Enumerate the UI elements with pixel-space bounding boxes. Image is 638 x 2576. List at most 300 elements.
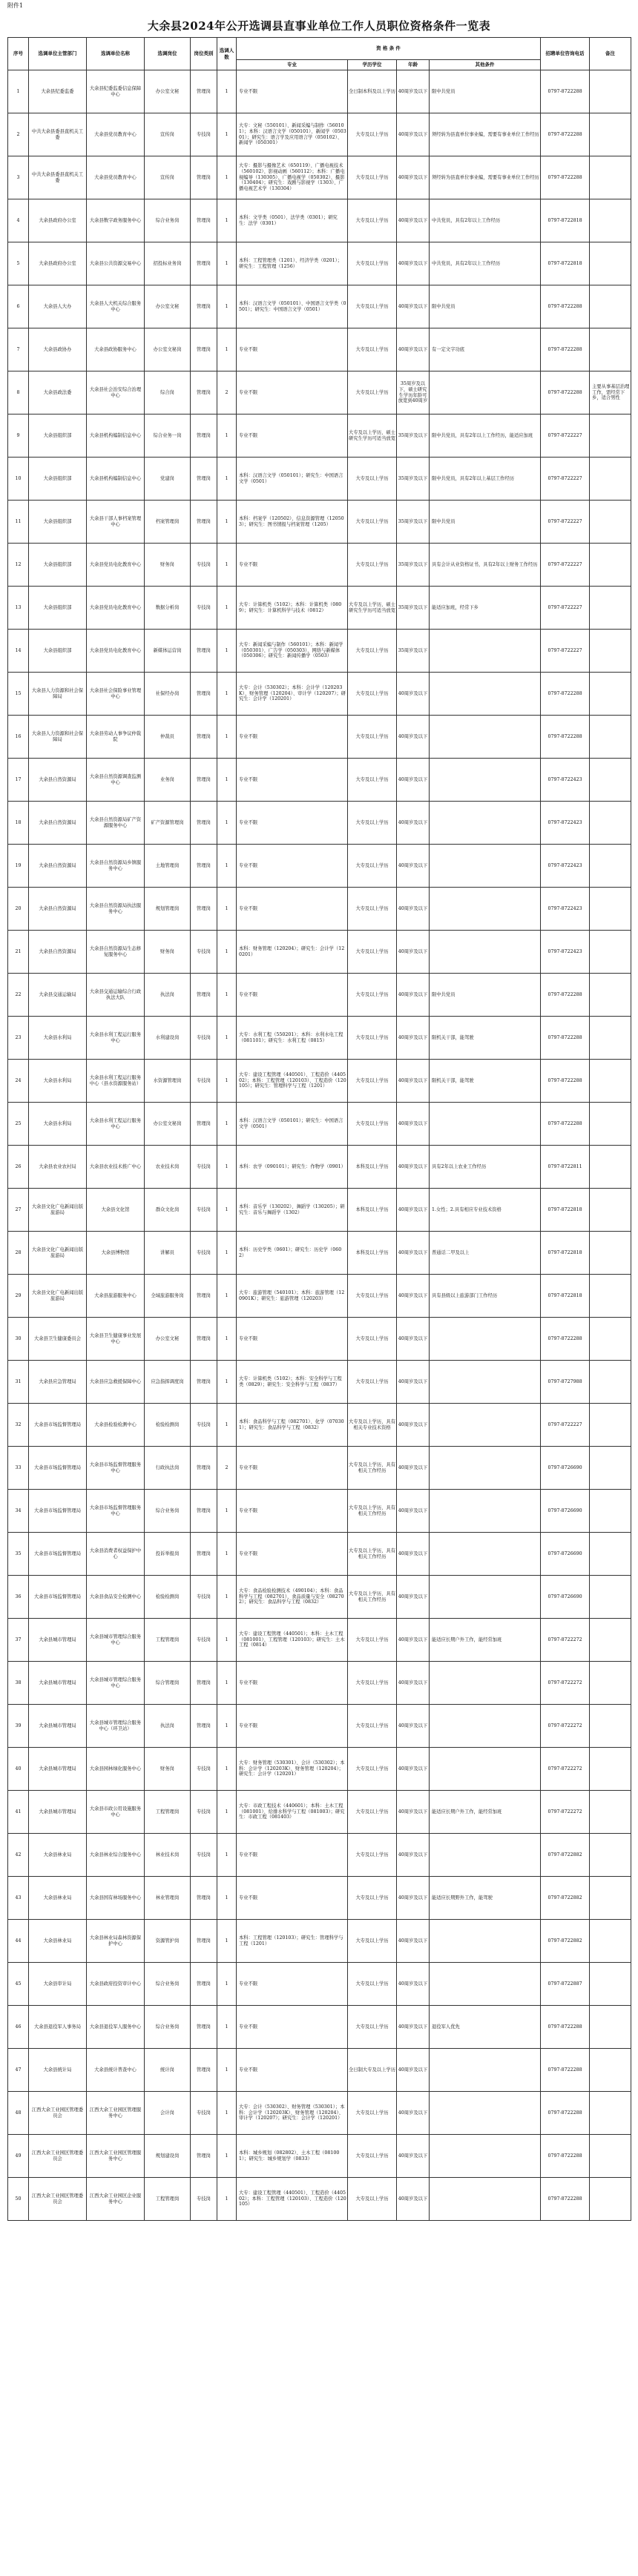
cell-position: 新媒体运营岗	[145, 630, 191, 673]
cell-other	[430, 1533, 541, 1576]
cell-count: 1	[217, 156, 237, 199]
cell-seq: 18	[8, 802, 29, 845]
cell-remark	[590, 113, 631, 156]
table-row	[8, 931, 631, 974]
cell-unit: 大余县水利工程运行服务中心	[87, 1017, 145, 1060]
cell-phone: 0797-8722227	[541, 544, 590, 587]
cell-major: 大专：会计（530302）；本科：会计学（120203K）、财务管理（120204）、审计学（120207）；研究生：会计学（120201）	[237, 673, 348, 716]
cell-count: 1	[217, 1791, 237, 1834]
cell-dept: 大余县政协办	[29, 328, 87, 371]
cell-major: 专业不限	[237, 974, 348, 1017]
cell-dept: 大余县文化广电新闻出版旅游局	[29, 1232, 87, 1275]
cell-count: 1	[217, 328, 237, 371]
cell-remark	[590, 1189, 631, 1232]
cell-dept: 大余县政府办公室	[29, 199, 87, 242]
cell-phone: 0797-8722288	[541, 2049, 590, 2092]
header-major: 专业	[237, 60, 348, 70]
cell-count: 1	[217, 2092, 237, 2135]
cell-position: 宣传岗	[145, 113, 191, 156]
cell-dept: 大余县文化广电新闻出版旅游局	[29, 1189, 87, 1232]
cell-dept: 大余县市场监督管理局	[29, 1447, 87, 1490]
cell-count: 1	[217, 1189, 237, 1232]
cell-age: 40周岁及以下	[397, 1361, 430, 1404]
cell-position: 办公室文秘	[145, 1318, 191, 1361]
cell-seq: 5	[8, 242, 29, 285]
cell-age: 40周岁及以下	[397, 1748, 430, 1791]
cell-count: 1	[217, 70, 237, 113]
cell-unit: 大余县人大机关综合服务中心	[87, 285, 145, 328]
table-row	[8, 1447, 631, 1490]
cell-dept: 大余县市场监督管理局	[29, 1533, 87, 1576]
cell-major: 专业不限	[237, 888, 348, 931]
cell-edu: 大专及以上学历	[348, 2092, 397, 2135]
cell-phone: 0797-8722882	[541, 1877, 590, 1920]
table-row	[8, 415, 631, 458]
cell-position: 矿产资源管理岗	[145, 802, 191, 845]
cell-position: 综合业务岗	[145, 2006, 191, 2049]
cell-age: 40周岁及以下	[397, 1662, 430, 1705]
cell-seq: 35	[8, 1533, 29, 1576]
cell-seq: 13	[8, 587, 29, 630]
cell-ptype: 专技岗	[191, 544, 217, 587]
cell-unit: 大余县林业局森林资源保护中心	[87, 1920, 145, 1963]
cell-count: 1	[217, 458, 237, 501]
cell-count: 1	[217, 1920, 237, 1963]
cell-ptype: 管理岗	[191, 1490, 217, 1533]
cell-unit: 大余县政协服务中心	[87, 328, 145, 371]
cell-major: 本科：档案学（120502）、信息资源管理（120503）；研究生：图书情报与档案管理（1205）	[237, 501, 348, 544]
cell-other	[430, 1920, 541, 1963]
cell-dept: 大余县审计局	[29, 1963, 87, 2006]
cell-remark	[590, 1920, 631, 1963]
cell-position: 综合业务岗	[145, 199, 191, 242]
cell-position: 林业管理岗	[145, 1877, 191, 1920]
cell-dept: 大余县自然资源局	[29, 759, 87, 802]
cell-major: 专业不限	[237, 845, 348, 888]
cell-count: 1	[217, 1662, 237, 1705]
table-row	[8, 1877, 631, 1920]
cell-count: 1	[217, 1404, 237, 1447]
cell-major: 专业不限	[237, 1447, 348, 1490]
cell-other: 1.女性；2.具有相应专业技术资格	[430, 1189, 541, 1232]
cell-edu: 大专及以上学历	[348, 1791, 397, 1834]
cell-other	[430, 673, 541, 716]
cell-remark	[590, 2135, 631, 2178]
table-row	[8, 630, 631, 673]
cell-dept: 大余县自然资源局	[29, 931, 87, 974]
cell-other	[430, 802, 541, 845]
cell-seq: 9	[8, 415, 29, 458]
cell-age: 40周岁及以下	[397, 1963, 430, 2006]
cell-count: 1	[217, 1619, 237, 1662]
cell-major: 专业不限	[237, 1662, 348, 1705]
cell-ptype: 管理岗	[191, 1877, 217, 1920]
cell-age: 40周岁及以下	[397, 888, 430, 931]
cell-dept: 大余县自然资源局	[29, 845, 87, 888]
cell-unit: 大余县数字政务服务中心	[87, 199, 145, 242]
table-row	[8, 285, 631, 328]
cell-count: 1	[217, 113, 237, 156]
cell-seq: 28	[8, 1232, 29, 1275]
cell-unit: 大余县自然资源局生态修复服务中心	[87, 931, 145, 974]
cell-remark	[590, 845, 631, 888]
cell-seq: 41	[8, 1791, 29, 1834]
cell-unit: 大余县机构编制信息中心	[87, 415, 145, 458]
cell-other: 须经转为县直单位事业编，需要有事业单位工作经历	[430, 113, 541, 156]
cell-other	[430, 1748, 541, 1791]
cell-ptype: 管理岗	[191, 285, 217, 328]
cell-other: 限中共党员	[430, 974, 541, 1017]
cell-position: 林业技术岗	[145, 1834, 191, 1877]
cell-phone: 0797-8722288	[541, 70, 590, 113]
cell-remark	[590, 673, 631, 716]
header-edu: 学历学位	[348, 60, 397, 70]
cell-ptype: 专技岗	[191, 1791, 217, 1834]
cell-other	[430, 2049, 541, 2092]
cell-edu: 大专及以上学历	[348, 931, 397, 974]
cell-seq: 29	[8, 1275, 29, 1318]
cell-age: 35周岁及以下	[397, 415, 430, 458]
cell-seq: 50	[8, 2178, 29, 2221]
cell-other	[430, 1963, 541, 2006]
table-row	[8, 1791, 631, 1834]
cell-ptype: 管理岗	[191, 371, 217, 415]
cell-seq: 31	[8, 1361, 29, 1404]
cell-other	[430, 1103, 541, 1146]
cell-other: 具有会计从业资格证书，具有2年以上财务工作经历	[430, 544, 541, 587]
cell-edu: 大专及以上学历，具有相关专业技术资格	[348, 1404, 397, 1447]
cell-edu: 大专及以上学历	[348, 802, 397, 845]
header-dept: 选调单位主管部门	[29, 38, 87, 70]
cell-age: 40周岁及以下	[397, 2006, 430, 2049]
cell-unit: 大余县社会治安综合治理中心	[87, 371, 145, 415]
cell-edu: 大专及以上学历	[348, 2135, 397, 2178]
cell-position: 办公室文秘	[145, 285, 191, 328]
cell-other: 须经转为县直单位事业编，需要有事业单位工作经历	[430, 156, 541, 199]
cell-remark	[590, 2006, 631, 2049]
cell-phone: 0797-8722288	[541, 2135, 590, 2178]
table-row	[8, 1662, 631, 1705]
cell-position: 规划管理岗	[145, 888, 191, 931]
header-qualifications: 资 格 条 件	[237, 38, 541, 60]
cell-dept: 大余县水利局	[29, 1060, 87, 1103]
cell-dept: 中共大余县委县直机关工委	[29, 113, 87, 156]
table-row	[8, 1920, 631, 1963]
cell-position: 统计岗	[145, 2049, 191, 2092]
cell-unit: 大余县市政公用设施服务中心	[87, 1791, 145, 1834]
cell-major: 专业不限	[237, 2049, 348, 2092]
cell-major: 本科：工程管理类（1201）、经济学类（0201）；研究生：工程管理（1256）	[237, 242, 348, 285]
cell-position: 检验检测岗	[145, 1576, 191, 1619]
cell-seq: 6	[8, 285, 29, 328]
table-row	[8, 1533, 631, 1576]
cell-position: 投诉举报岗	[145, 1533, 191, 1576]
cell-other	[430, 2092, 541, 2135]
cell-position: 综合业务一岗	[145, 415, 191, 458]
cell-count: 1	[217, 1318, 237, 1361]
cell-position: 资源管护岗	[145, 1920, 191, 1963]
cell-age: 35周岁及以下	[397, 501, 430, 544]
table-row	[8, 1748, 631, 1791]
cell-ptype: 管理岗	[191, 328, 217, 371]
cell-phone: 0797-8722288	[541, 2178, 590, 2221]
cell-ptype: 管理岗	[191, 974, 217, 1017]
cell-dept: 大余县政府办公室	[29, 242, 87, 285]
cell-major: 本科：文学类（0501）、法学类（0301）；研究生：法学（0301）	[237, 199, 348, 242]
cell-remark	[590, 2049, 631, 2092]
cell-edu: 大专及以上学历	[348, 199, 397, 242]
cell-dept: 大余县退役军人事务局	[29, 2006, 87, 2049]
cell-count: 1	[217, 1232, 237, 1275]
cell-remark	[590, 759, 631, 802]
cell-unit: 大余县党员电化教育中心	[87, 587, 145, 630]
cell-phone: 0797-8722227	[541, 501, 590, 544]
cell-major: 大专：建设工程管理（440501）、工程造价（440502）；本科：工程管理（120103）、工程造价（120105）；研究生：管理科学与工程（1201）	[237, 1060, 348, 1103]
cell-position: 业务岗	[145, 759, 191, 802]
cell-remark	[590, 1490, 631, 1533]
cell-ptype: 专技岗	[191, 1576, 217, 1619]
cell-age: 40周岁及以下	[397, 1318, 430, 1361]
cell-age: 40周岁及以下	[397, 1920, 430, 1963]
cell-edu: 大专及以上学历	[348, 156, 397, 199]
cell-unit: 大余县水利工程运行服务中心（县水资源服务站）	[87, 1060, 145, 1103]
cell-edu: 大专及以上学历	[348, 888, 397, 931]
cell-ptype: 管理岗	[191, 458, 217, 501]
cell-dept: 大余县组织部	[29, 630, 87, 673]
cell-major: 专业不限	[237, 328, 348, 371]
cell-ptype: 管理岗	[191, 415, 217, 458]
cell-age: 40周岁及以下	[397, 1877, 430, 1920]
cell-edu: 大专及以上学历	[348, 458, 397, 501]
cell-dept: 大余县林业局	[29, 1877, 87, 1920]
cell-other	[430, 716, 541, 759]
cell-phone: 0797-8722227	[541, 587, 590, 630]
cell-unit: 江西大余工业园区企业服务中心	[87, 2178, 145, 2221]
cell-edu: 大专及以上学历	[348, 1877, 397, 1920]
cell-dept: 大余县水利局	[29, 1103, 87, 1146]
cell-major: 本科：汉语言文学（050101）、中国语言文学类（0501）；研究生：中国语言文学（0501）	[237, 285, 348, 328]
cell-edu: 大专及以上学历	[348, 2178, 397, 2221]
cell-remark	[590, 1533, 631, 1576]
cell-position: 执法岗	[145, 974, 191, 1017]
table-row	[8, 673, 631, 716]
table-row	[8, 1490, 631, 1533]
cell-count: 1	[217, 285, 237, 328]
cell-edu: 大专及以上学历	[348, 1103, 397, 1146]
table-row	[8, 1146, 631, 1189]
cell-other: 普通话二甲及以上	[430, 1232, 541, 1275]
cell-phone: 0797-8722882	[541, 1920, 590, 1963]
cell-unit: 大余县食品安全检测中心	[87, 1576, 145, 1619]
cell-edu: 大专及以上学历	[348, 1748, 397, 1791]
cell-other	[430, 759, 541, 802]
header-unit: 选调单位名称	[87, 38, 145, 70]
cell-major: 大专：计算机类（5102）；本科：安全科学与工程类（0829）；研究生：安全科学与工程（0837）	[237, 1361, 348, 1404]
cell-age: 40周岁及以下	[397, 802, 430, 845]
cell-remark	[590, 1791, 631, 1834]
cell-age: 35周岁及以下，硕士研究生学历年龄可放宽到40周岁	[397, 371, 430, 415]
cell-unit: 大余县消费者权益保护中心	[87, 1533, 145, 1576]
cell-age: 40周岁及以下	[397, 285, 430, 328]
cell-seq: 20	[8, 888, 29, 931]
cell-seq: 7	[8, 328, 29, 371]
cell-phone: 0797-8722423	[541, 888, 590, 931]
cell-major: 本科：历史学类（0601）；研究生：历史学（0602）	[237, 1232, 348, 1275]
cell-count: 1	[217, 630, 237, 673]
cell-phone: 0797-8722288	[541, 2006, 590, 2049]
table-body	[8, 70, 631, 2221]
cell-dept: 大余县组织部	[29, 587, 87, 630]
cell-phone: 0797-8722288	[541, 974, 590, 1017]
cell-seq: 15	[8, 673, 29, 716]
cell-position: 水利建设岗	[145, 1017, 191, 1060]
table-row	[8, 759, 631, 802]
table-row	[8, 199, 631, 242]
page-title: 大余县2024年公开选调县直事业单位工作人员职位资格条件一览表	[147, 19, 491, 33]
cell-edu: 大专及以上学历	[348, 242, 397, 285]
cell-edu: 大专及以上学历	[348, 845, 397, 888]
cell-unit: 大余县旅游服务中心	[87, 1275, 145, 1318]
cell-other	[430, 1447, 541, 1490]
cell-edu: 大专及以上学历	[348, 1619, 397, 1662]
cell-edu: 大专及以上学历	[348, 544, 397, 587]
cell-edu: 大专及以上学历，硕士研究生学历可适当放宽	[348, 587, 397, 630]
cell-ptype: 管理岗	[191, 1533, 217, 1576]
positions-table	[7, 37, 631, 2221]
cell-phone: 0797-8722288	[541, 285, 590, 328]
header-remark: 备注	[590, 38, 631, 70]
table-row	[8, 974, 631, 1017]
cell-count: 1	[217, 1017, 237, 1060]
table-row	[8, 70, 631, 113]
cell-age: 40周岁及以下	[397, 1619, 430, 1662]
cell-position: 综合管理岗	[145, 1662, 191, 1705]
cell-edu: 大专及以上学历	[348, 328, 397, 371]
cell-unit: 大余县党员电化教育中心	[87, 630, 145, 673]
cell-remark	[590, 1447, 631, 1490]
cell-position: 讲解员	[145, 1232, 191, 1275]
cell-major: 专业不限	[237, 415, 348, 458]
header-position: 选调岗位	[145, 38, 191, 70]
attachment-label: 附件1	[7, 2, 24, 9]
cell-phone: 0797-8722288	[541, 673, 590, 716]
cell-major: 专业不限	[237, 802, 348, 845]
cell-position: 执法岗	[145, 1705, 191, 1748]
cell-dept: 大余县城市管理局	[29, 1619, 87, 1662]
cell-edu: 大专及以上学历	[348, 371, 397, 415]
cell-major: 专业不限	[237, 1533, 348, 1576]
cell-remark	[590, 1232, 631, 1275]
cell-ptype: 管理岗	[191, 1705, 217, 1748]
cell-remark	[590, 501, 631, 544]
cell-dept: 大余县统计局	[29, 2049, 87, 2092]
cell-seq: 39	[8, 1705, 29, 1748]
cell-dept: 江西大余工业园区管理委员会	[29, 2092, 87, 2135]
cell-ptype: 专技岗	[191, 1619, 217, 1662]
cell-seq: 30	[8, 1318, 29, 1361]
cell-unit: 大余县社会保险事业管理中心	[87, 673, 145, 716]
cell-age: 40周岁及以下	[397, 1490, 430, 1533]
cell-ptype: 专技岗	[191, 587, 217, 630]
cell-phone: 0797-8722272	[541, 1791, 590, 1834]
header-count: 选调人数	[217, 38, 237, 70]
cell-remark	[590, 974, 631, 1017]
cell-remark	[590, 1576, 631, 1619]
table-row	[8, 1834, 631, 1877]
cell-ptype: 管理岗	[191, 1275, 217, 1318]
cell-dept: 大余县城市管理局	[29, 1748, 87, 1791]
cell-unit: 大余县自然资源调查监测中心	[87, 759, 145, 802]
cell-dept: 大余县林业局	[29, 1920, 87, 1963]
cell-other	[430, 2178, 541, 2221]
table-row	[8, 1361, 631, 1404]
header-phone: 招聘单位咨询电话	[541, 38, 590, 70]
cell-position: 办公室文秘岗	[145, 1103, 191, 1146]
cell-edu: 大专及以上学历	[348, 1662, 397, 1705]
cell-age: 40周岁及以下	[397, 70, 430, 113]
table-row	[8, 587, 631, 630]
cell-age: 40周岁及以下	[397, 1275, 430, 1318]
cell-seq: 17	[8, 759, 29, 802]
cell-other: 限中共党员	[430, 285, 541, 328]
cell-unit: 大余县市场监督管理服务中心	[87, 1447, 145, 1490]
cell-position: 检验检测岗	[145, 1404, 191, 1447]
table-row	[8, 716, 631, 759]
cell-edu: 大专及以上学历	[348, 1834, 397, 1877]
cell-dept: 大余县林业局	[29, 1834, 87, 1877]
cell-count: 1	[217, 1060, 237, 1103]
cell-other: 具有2年以上农业工作经历	[430, 1146, 541, 1189]
cell-count: 1	[217, 1490, 237, 1533]
cell-count: 1	[217, 2006, 237, 2049]
cell-position: 综合业务岗	[145, 1490, 191, 1533]
cell-other: 中共党员，具有2年以上工作经历	[430, 199, 541, 242]
cell-other: 具有县级以上旅游部门工作经历	[430, 1275, 541, 1318]
cell-count: 1	[217, 1533, 237, 1576]
cell-remark	[590, 285, 631, 328]
cell-remark	[590, 802, 631, 845]
cell-seq: 42	[8, 1834, 29, 1877]
cell-other: 限中共党员，具有2年以上基层工作经历	[430, 458, 541, 501]
cell-age: 40周岁及以下	[397, 1146, 430, 1189]
cell-phone: 0797-8722272	[541, 1662, 590, 1705]
cell-seq: 48	[8, 2092, 29, 2135]
cell-major: 专业不限	[237, 759, 348, 802]
cell-ptype: 专技岗	[191, 1404, 217, 1447]
cell-edu: 大专及以上学历	[348, 285, 397, 328]
cell-position: 全域旅游服务岗	[145, 1275, 191, 1318]
cell-position: 招投标业务岗	[145, 242, 191, 285]
cell-major: 专业不限	[237, 1877, 348, 1920]
cell-ptype: 专技岗	[191, 1834, 217, 1877]
cell-remark	[590, 716, 631, 759]
cell-other: 能适应长期野外工作，能驾驶	[430, 1877, 541, 1920]
cell-age: 40周岁及以下	[397, 1791, 430, 1834]
cell-ptype: 管理岗	[191, 716, 217, 759]
cell-major: 专业不限	[237, 544, 348, 587]
cell-unit: 大余县卫生健康事业发展中心	[87, 1318, 145, 1361]
cell-ptype: 管理岗	[191, 802, 217, 845]
cell-remark	[590, 1834, 631, 1877]
cell-edu: 大专及以上学历，具有相关工作经历	[348, 1533, 397, 1576]
cell-edu: 全日制大专及以上学历	[348, 2049, 397, 2092]
cell-count: 1	[217, 199, 237, 242]
cell-ptype: 管理岗	[191, 630, 217, 673]
cell-phone: 0797-8722288	[541, 1318, 590, 1361]
cell-unit: 大余县自然资源局矿产资源服务中心	[87, 802, 145, 845]
cell-seq: 25	[8, 1103, 29, 1146]
table-row	[8, 544, 631, 587]
